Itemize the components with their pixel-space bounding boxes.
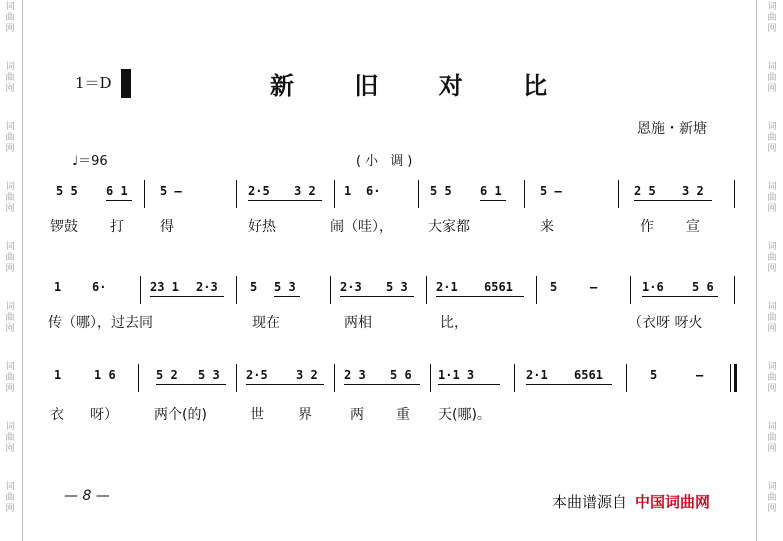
note: 5 6: [390, 368, 412, 382]
source-credit: [552, 491, 710, 512]
lyric: 锣鼓: [50, 219, 78, 235]
watermark-right: 词 曲 网: [767, 182, 777, 214]
note: 1: [54, 368, 62, 382]
note: 5 5: [56, 184, 78, 198]
note: 5 —: [540, 184, 562, 198]
watermark-right: 词 曲 网: [767, 62, 777, 94]
watermark-left: 词 曲 网: [5, 422, 15, 454]
barline: [334, 364, 335, 392]
final-barline: [734, 364, 737, 392]
barline: [334, 180, 335, 208]
note: 5 3: [198, 368, 220, 382]
note: 2 3: [344, 368, 366, 382]
note: 5 3: [386, 280, 408, 294]
barline: [626, 364, 627, 392]
barline: [630, 276, 631, 304]
barline: [734, 180, 735, 208]
lyric: 宣: [686, 219, 700, 235]
song-title: 新 旧 对 比: [270, 72, 574, 100]
barline: [734, 276, 735, 304]
note: 6561: [574, 368, 603, 382]
lyric: 闹（哇），: [330, 219, 393, 235]
note: 5 5: [430, 184, 452, 198]
lyric: 现在: [252, 315, 280, 331]
lyric: 两相: [344, 315, 372, 331]
note: 1 6: [94, 368, 116, 382]
barline: [236, 276, 237, 304]
note: 3 2: [296, 368, 318, 382]
lyric: 界: [298, 407, 312, 423]
note: 2 5: [634, 184, 656, 198]
lyric: 作: [640, 219, 654, 235]
source-brand-link[interactable]: 中国词曲网: [635, 493, 711, 511]
right-border: [756, 0, 757, 541]
tempo-marking: ♩＝96: [72, 154, 108, 169]
barline: [536, 276, 537, 304]
note: 2·3: [196, 280, 218, 294]
lyric: 比，: [440, 315, 468, 331]
source-prefix: 本曲谱源自: [552, 493, 628, 511]
note: 2·3: [340, 280, 362, 294]
note: 5: [550, 280, 558, 294]
note: 1·1 3: [438, 368, 475, 382]
author-credit: 恩施・新塘: [637, 121, 707, 137]
lyric: 世: [250, 407, 264, 423]
note: 5 —: [160, 184, 182, 198]
note: 1: [344, 184, 352, 198]
barline: [524, 180, 525, 208]
barline: [330, 276, 331, 304]
note: 5 2: [156, 368, 178, 382]
note: 5 3: [274, 280, 296, 294]
lyric: 两: [350, 407, 364, 423]
lyric: 好热: [248, 219, 276, 235]
watermark-left: 词 曲 网: [5, 122, 15, 154]
barline: [236, 180, 237, 208]
note: 5: [250, 280, 258, 294]
barline: [618, 180, 619, 208]
watermark-left: 词 曲 网: [5, 62, 15, 94]
lyric: （衣呀 呀火: [628, 315, 703, 331]
note: 6 1: [106, 184, 128, 198]
barline: [730, 364, 731, 392]
note: —: [590, 280, 598, 294]
watermark-left: 词 曲 网: [5, 242, 15, 274]
lyric: 呀）: [90, 407, 118, 423]
barline: [144, 180, 145, 208]
note: 3 2: [294, 184, 316, 198]
key-signature: 1＝D: [75, 74, 112, 92]
note: 6561: [484, 280, 513, 294]
lyric: 衣: [50, 407, 64, 423]
barline: [140, 276, 141, 304]
note: 5 6: [692, 280, 714, 294]
note: 2·1: [436, 280, 458, 294]
watermark-right: 词 曲 网: [767, 362, 777, 394]
barline: [138, 364, 139, 392]
watermark-left: 词 曲 网: [5, 482, 15, 514]
note: 6·: [366, 184, 381, 198]
lyric: 传（哪），过去同: [48, 315, 153, 331]
note: 6·: [92, 280, 107, 294]
note: 6 1: [480, 184, 502, 198]
watermark-left: 词 曲 网: [5, 302, 15, 334]
note: 2·5: [246, 368, 268, 382]
note: 3 2: [682, 184, 704, 198]
note: 1·6: [642, 280, 664, 294]
note: 1: [54, 280, 62, 294]
watermark-left: 词 曲 网: [5, 182, 15, 214]
note: 2·1: [526, 368, 548, 382]
watermark-right: 词 曲 网: [767, 422, 777, 454]
barline: [236, 364, 237, 392]
lyric: 重: [396, 407, 410, 423]
barline: [426, 276, 427, 304]
note: 2·5: [248, 184, 270, 198]
barline: [418, 180, 419, 208]
watermark-right: 词 曲 网: [767, 2, 777, 34]
watermark-right: 词 曲 网: [767, 122, 777, 154]
watermark-right: 词 曲 网: [767, 242, 777, 274]
time-signature: [121, 68, 129, 92]
note: 23 1: [150, 280, 179, 294]
barline: [514, 364, 515, 392]
barline: [430, 364, 431, 392]
left-border: [22, 0, 23, 541]
note: 5: [650, 368, 658, 382]
lyric: 得: [160, 219, 174, 235]
watermark-left: 词 曲 网: [5, 362, 15, 394]
lyric: 大家都: [428, 219, 470, 235]
lyric: 天(哪)。: [438, 407, 491, 423]
lyric: 两个(的): [154, 407, 207, 423]
lyric: 打: [110, 219, 124, 235]
watermark-left: 词 曲 网: [5, 2, 15, 34]
watermark-right: 词 曲 网: [767, 482, 777, 514]
watermark-right: 词 曲 网: [767, 302, 777, 334]
lyric: 来: [540, 219, 554, 235]
style-marking: (小 调): [356, 154, 417, 169]
page-number: — 8 —: [64, 488, 110, 504]
note: —: [696, 368, 704, 382]
